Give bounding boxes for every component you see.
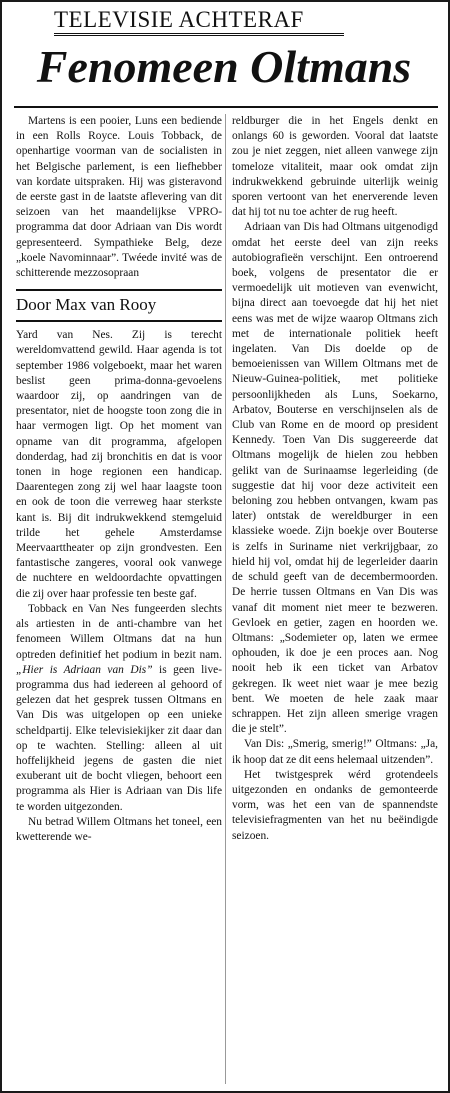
section-kicker: TELEVISIE ACHTERAF <box>54 7 344 36</box>
article-headline: Fenomeen Oltmans <box>36 41 412 92</box>
paragraph-text: is geen live-programma dus had iedereen al gehoord of gelezen dat het gesprek tussen Oltmans en Van Dis was uitgelopen op een unieke scheldpartij. Elke televisiekijker zit daar dan op te wachten. Stelling: alleen al uit hoffelijkheid jegens de gasten die niet exuberant uit de bocht vliegen, behoort een programma als Hier is Adriaan van Dis life te worden uitgezonden. <box>16 663 222 813</box>
paragraph: Yard van Nes. Zij is terecht wereldomvattend gewild. Haar agenda is tot september 1986 volgeboekt, maar het waren beslist geen prima-donna-gevoelens waardoor zij, op aandringen van de presentator, niet de hoogste toon zong die in haar vermogen ligt. Op het moment van opname van dit programma, afgelopen donderdag, had zij bronchitis en dat is voor tonen in hoge regionen een handicap. Daarentegen zong zij wel haar laagste toon en ook de toon die verreweg haar sterkste kant is. Bij dit indrukwekkend stemgeluid trilde het gehele Amsterdamse Meervaarttheater op zijn grondvesten. Een fantastische zangeres, vooral ook vanwege de nuchtere en weldoordachte opvattingen die zij over haar professie ten beste gaf. <box>16 329 222 600</box>
paragraph: Adriaan van Dis had Oltmans uitgenodigd omdat het eerste deel van zijn reeks autobiografieën verschijnt. Een ontroerend boek, volgens de presentator die er vermoedelijk uit motieven van evenwicht, bijna direct aan toevoegde dat hij het niet eens was met de wijze waarop Oltmans zich met de internationale politiek heeft ingelaten. Van Dis doelde op de bemoeienissen van Willem Oltmans met de Nieuw-Guinea-politiek, met politieke persoonlijkheden als Luns, Soekarno, Arbatov, Bouterse en verschijnselen als de Club van Rome en de moord op president Kennedy. Toen Van Dis suggereerde dat Oltmans mogelijk de hielen zou hebben gelikt van de Surinaamse legerleiding (de suggestie dat hij voor deze activiteit een beloning zou hebben ontvangen, kwam pas later) ontstak de wereldburger in een klassieke woede. Zijn boekje over Bouterse is zelfs in Suriname niet verkrijgbaar, zo hield hij vol, omdat hij de legerleider daarin de schuld geeft van de decembermoorden. De herrie tussen Oltmans en Van Dis was vanaf dit moment niet meer te bezweren. Gevloek en getier, zagen en hoorden we. Oltmans: „Sodemieter op, laten we ermee ophouden, ik doe je een proces aan. Nog nooit heb ik een ticket van Arbatov gekregen. Ik weet niet waar je mee bezig bent. We moeten de hele zaak maar schrappen. Het zijn alleen smerige vragen die je stelt”. <box>232 221 438 736</box>
article-column-left <box>16 114 222 845</box>
headline-rule <box>14 106 438 108</box>
paragraph-text: Tobback en Van Nes fungeerden slechts als artiesten in de anti-chambre van het fenomeen Willem Oltmans dat na hun optreden definitief het podium in bezit nam. <box>16 602 222 661</box>
paragraph: Van Dis: „Smerig, smerig!” Oltmans: „Ja, ik hoop dat ze dit eens helemaal uitzenden”. <box>232 738 438 766</box>
paragraph: Martens is een pooier, Luns een bediende in een Rolls Royce. Louis Tobback, de openhartige voorman van de socialisten in het Belgische parlement, is een liefhebber van kordate uitspraken. Hij was gisteravond de eerste gast in de laatste aflevering van dit seizoen van het maandelijkse VPRO-programma dat door Adriaan van Dis wordt gepresenteerd. Sympathieke Belg, deze „koele Navominnaar”. Twéede invité was de schitterende mezzosopraan <box>16 115 222 280</box>
programme-title-italic: „Hier is Adriaan van Dis” <box>16 663 153 676</box>
article-column-right <box>232 114 438 844</box>
byline: Door Max van Rooy <box>16 289 222 322</box>
column-separator <box>225 114 226 1084</box>
paragraph: Nu betrad Willem Oltmans het toneel, een kwetterende we- <box>16 815 222 843</box>
paragraph <box>16 602 222 815</box>
paragraph: reldburger die in het Engels denkt en onlangs 60 is geworden. Vooral dat laatste zou je niet zeggen, niet alleen vanwege zijn tomeloze vitaliteit, maar ook omdat zijn indrukwekkend gebruinde uiterlijk weinig sporen vertoont van het enerverende leven dat hij tot nu toe achter de rug heeft. <box>232 115 438 219</box>
paragraph: Het twistgesprek wérd grotendeels uitgezonden en ondanks de gemonteerde vorm, was het een van de spannendste televisiefragmenten van het nu beëindigde seizoen. <box>232 768 438 842</box>
